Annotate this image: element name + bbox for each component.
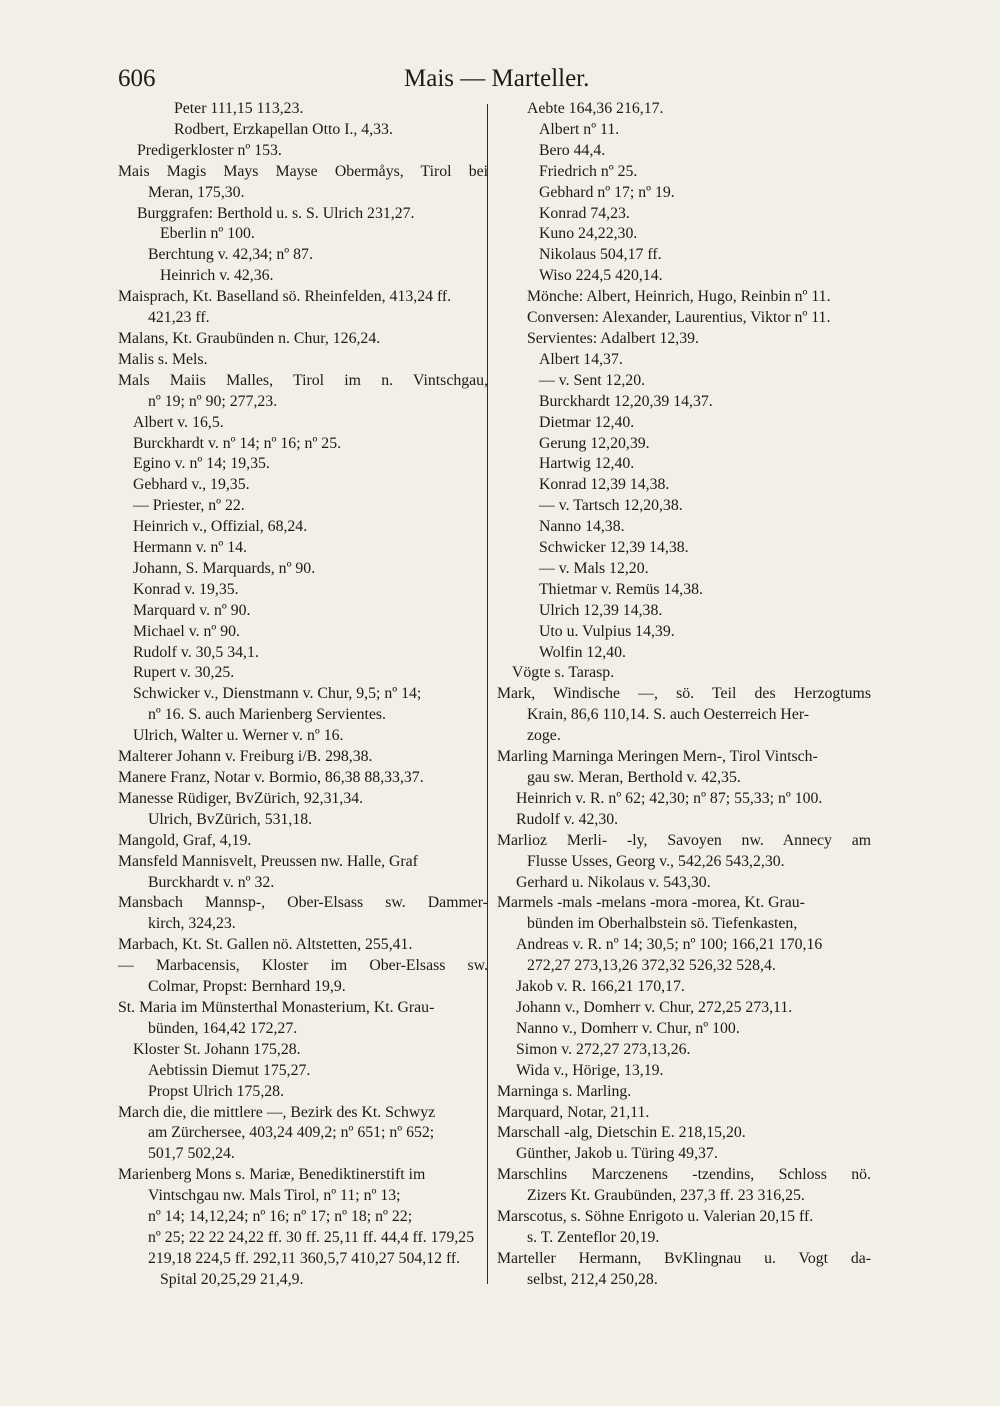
- index-entry-line: Marling Marninga Meringen Mern-, Tirol Vintsch-: [497, 748, 818, 766]
- index-entry-line: Marienberg Mons s. Mariæ, Benediktinerstift im: [118, 1166, 426, 1184]
- index-entry-line: Marschlins Marczenens -tzendins, Schloss nö.: [497, 1166, 871, 1184]
- index-entry-line: nº 16. S. auch Marienberg Servientes.: [148, 706, 386, 724]
- index-entry-line: Michael v. nº 90.: [133, 622, 240, 640]
- index-entry-line: Gerung 12,20,39.: [539, 434, 650, 452]
- index-entry-line: gau sw. Meran, Berthold v. 42,35.: [527, 769, 741, 786]
- left-column: [118, 99, 488, 1291]
- index-entry-line: — v. Tartsch 12,20,38.: [539, 497, 683, 515]
- index-entry-line: Spital 20,25,29 21,4,9.: [160, 1270, 304, 1288]
- index-entry-line: Kuno 24,22,30.: [539, 225, 638, 243]
- index-entry-line: Mals Maiis Malles, Tirol im n. Vintschgau,: [118, 371, 488, 389]
- index-entry-line: Mais Magis Mays Mayse Obermåys, Tirol bei: [118, 162, 488, 180]
- index-entry-line: am Zürchersee, 403,24 409,2; nº 651; nº 652;: [148, 1124, 435, 1142]
- index-entry-line: Konrad 12,39 14,38.: [539, 476, 670, 494]
- index-entry-line: Wiso 224,5 420,14.: [539, 267, 663, 285]
- index-entry-line: Zizers Kt. Graubünden, 237,3 ff. 23 316,25.: [527, 1187, 805, 1205]
- index-entry-line: 272,27 273,13,26 372,32 526,32 528,4.: [527, 957, 776, 975]
- index-entry-line: Burckhardt v. nº 14; nº 16; nº 25.: [133, 434, 342, 452]
- index-entry-line: Mansfeld Mannisvelt, Preussen nw. Halle, Graf: [118, 852, 418, 870]
- index-entry-line: Mansbach Mannsp-, Ober-Elsass sw. Dammer-: [118, 894, 488, 912]
- index-entry-line: Hartwig 12,40.: [539, 455, 635, 473]
- index-entry-line: kirch, 324,23.: [148, 915, 236, 933]
- index-entry-line: Jakob v. R. 166,21 170,17.: [516, 978, 685, 996]
- index-entry-line: Wolfin 12,40.: [539, 643, 626, 661]
- index-entry-line: Meran, 175,30.: [148, 183, 245, 201]
- index-entry-line: Heinrich v. 42,36.: [160, 267, 274, 285]
- index-entry-line: nº 14; 14,12,24; nº 16; nº 17; nº 18; nº 22;: [148, 1208, 413, 1226]
- index-entry-line: Gebhard v., 19,35.: [133, 476, 250, 494]
- index-entry-line: Günther, Jakob u. Türing 49,37.: [516, 1145, 718, 1163]
- index-entry-line: — v. Mals 12,20.: [539, 559, 649, 577]
- index-entry-line: Johann, S. Marquards, nº 90.: [133, 559, 316, 577]
- index-entry-line: Peter 111,15 113,23.: [174, 100, 304, 117]
- index-entry-line: — Marbacensis, Kloster im Ober-Elsass sw.: [118, 957, 488, 975]
- index-entry-line: Rudolf v. 30,5 34,1.: [133, 643, 259, 661]
- index-entry-line: Heinrich v., Offizial, 68,24.: [133, 518, 308, 536]
- column-divider: [487, 104, 488, 1284]
- index-entry-line: Albert nº 11.: [539, 120, 620, 138]
- index-entry-line: Burckhardt 12,20,39 14,37.: [539, 392, 713, 410]
- index-entry-line: Marschall -alg, Dietschin E. 218,15,20.: [497, 1124, 746, 1142]
- index-entry-line: Krain, 86,6 110,14. S. auch Oesterreich Her-: [527, 706, 810, 724]
- index-entry-line: Flusse Usses, Georg v., 542,26 543,2,30.: [527, 852, 785, 870]
- index-entry-line: Burckhardt v. nº 32.: [148, 873, 275, 891]
- index-entry-line: Marninga s. Marling.: [497, 1082, 632, 1100]
- index-entry-line: bünden im Oberhalbstein sö. Tiefenkasten,: [527, 915, 798, 933]
- index-entry-line: Kloster St. Johann 175,28.: [133, 1040, 301, 1058]
- index-entry-line: Hermann v. nº 14.: [133, 539, 247, 557]
- index-entry-line: Rodbert, Erzkapellan Otto I., 4,33.: [174, 120, 393, 138]
- index-entry-line: Malans, Kt. Graubünden n. Chur, 126,24.: [118, 329, 381, 347]
- index-entry-line: selbst, 212,4 250,28.: [527, 1270, 658, 1288]
- index-entry-line: Rupert v. 30,25.: [133, 664, 235, 682]
- index-entry-line: Mangold, Graf, 4,19.: [118, 831, 252, 849]
- index-entry-line: Marteller Hermann, BvKlingnau u. Vogt da-: [497, 1249, 871, 1267]
- right-column: [497, 99, 871, 1291]
- index-entry-line: Schwicker v., Dienstmann v. Chur, 9,5; nº 14;: [133, 685, 422, 703]
- index-entry-line: Wida v., Hörige, 13,19.: [516, 1061, 664, 1079]
- index-entry-line: Ulrich 12,39 14,38.: [539, 601, 663, 619]
- index-entry-line: 421,23 ff.: [148, 309, 210, 327]
- index-entry-line: Propst Ulrich 175,28.: [148, 1082, 285, 1100]
- index-entry-line: Konrad v. 19,35.: [133, 580, 239, 598]
- index-entry-line: Johann v., Domherr v. Chur, 272,25 273,11.: [516, 998, 793, 1016]
- index-entry-line: s. T. Zenteflor 20,19.: [527, 1228, 660, 1246]
- index-entry-line: bünden, 164,42 172,27.: [148, 1019, 298, 1037]
- index-entry-line: Nanno 14,38.: [539, 518, 625, 536]
- running-title: Mais — Marteller.: [404, 65, 590, 92]
- index-entry-line: — Priester, nº 22.: [133, 497, 245, 515]
- index-entry-line: Albert v. 16,5.: [133, 413, 224, 431]
- index-entry-line: Egino v. nº 14; 19,35.: [133, 455, 270, 473]
- index-entry-line: 219,18 224,5 ff. 292,11 360,5,7 410,27 504,12 ff.: [148, 1249, 461, 1267]
- index-entry-line: Simon v. 272,27 273,13,26.: [516, 1040, 691, 1058]
- index-entry-line: Bero 44,4.: [539, 141, 606, 159]
- index-entry-line: Maisprach, Kt. Baselland sö. Rheinfelden, 413,24 ff.: [118, 288, 452, 306]
- index-entry-line: Schwicker 12,39 14,38.: [539, 539, 689, 557]
- index-entry-line: Heinrich v. R. nº 62; 42,30; nº 87; 55,33; nº 100.: [516, 789, 823, 807]
- index-entry-line: Uto u. Vulpius 14,39.: [539, 622, 675, 640]
- index-entry-line: Mönche: Albert, Heinrich, Hugo, Reinbin nº 11.: [527, 288, 831, 306]
- index-entry-line: Marmels -mals -melans -mora -morea, Kt. Grau-: [497, 894, 805, 912]
- index-entry-line: Marquard v. nº 90.: [133, 601, 251, 619]
- index-entry-line: Servientes: Adalbert 12,39.: [527, 329, 699, 347]
- page-number: 606: [118, 65, 156, 92]
- index-entry-line: Nanno v., Domherr v. Chur, nº 100.: [516, 1019, 740, 1037]
- index-entry-line: Marscotus, s. Söhne Enrigoto u. Valerian 20,15 ff.: [497, 1208, 814, 1226]
- index-entry-line: Marlioz Merli- -ly, Savoyen nw. Annecy am: [497, 831, 871, 849]
- index-entry-line: Ulrich, Walter u. Werner v. nº 16.: [133, 727, 344, 745]
- index-entry-line: Manesse Rüdiger, BvZürich, 92,31,34.: [118, 789, 364, 807]
- index-entry-line: nº 19; nº 90; 277,23.: [148, 392, 278, 410]
- index-entry-line: Vögte s. Tarasp.: [512, 664, 615, 682]
- index-entry-line: — v. Sent 12,20.: [539, 371, 646, 389]
- index-entry-line: Colmar, Propst: Bernhard 19,9.: [148, 978, 346, 996]
- index-entry-line: 501,7 502,24.: [148, 1145, 235, 1163]
- index-entry-line: Gerhard u. Nikolaus v. 543,30.: [516, 873, 711, 891]
- index-entry-line: Aebte 164,36 216,17.: [527, 100, 664, 117]
- index-entry-line: Manere Franz, Notar v. Bormio, 86,38 88,33,37.: [118, 769, 424, 786]
- index-entry-line: Vintschgau nw. Mals Tirol, nº 11; nº 13;: [148, 1187, 401, 1205]
- index-entry-line: Friedrich nº 25.: [539, 162, 638, 180]
- index-entry-line: St. Maria im Münsterthal Monasterium, Kt. Grau-: [118, 998, 435, 1016]
- index-entry-line: Aebtissin Diemut 175,27.: [148, 1061, 311, 1079]
- index-entry-line: Conversen: Alexander, Laurentius, Viktor nº 11.: [527, 309, 831, 327]
- index-entry-line: Malterer Johann v. Freiburg i/B. 298,38.: [118, 748, 373, 766]
- index-entry-line: Thietmar v. Remüs 14,38.: [539, 580, 703, 598]
- index-entry-line: Albert 14,37.: [539, 350, 623, 368]
- index-entry-line: nº 25; 22 22 24,22 ff. 30 ff. 25,11 ff. 44,4 ff. 179,25: [148, 1228, 475, 1246]
- index-entry-line: Nikolaus 504,17 ff.: [539, 246, 662, 264]
- index-entry-line: Marbach, Kt. St. Gallen nö. Altstetten, 255,41.: [118, 936, 413, 954]
- index-entry-line: Berchtung v. 42,34; nº 87.: [148, 246, 313, 264]
- index-entry-line: Eberlin nº 100.: [160, 225, 255, 243]
- index-entry-line: Konrad 74,23.: [539, 204, 630, 222]
- index-entry-line: Ulrich, BvZürich, 531,18.: [148, 810, 313, 828]
- index-entry-line: Dietmar 12,40.: [539, 413, 635, 431]
- index-entry-line: March die, die mittlere —, Bezirk des Kt. Schwyz: [118, 1103, 436, 1121]
- index-entry-line: Andreas v. R. nº 14; 30,5; nº 100; 166,21 170,16: [516, 936, 823, 954]
- index-entry-line: Malis s. Mels.: [118, 350, 208, 368]
- index-entry-line: Gebhard nº 17; nº 19.: [539, 183, 675, 201]
- index-entry-line: Rudolf v. 42,30.: [516, 810, 619, 828]
- index-entry-line: Mark, Windische —, sö. Teil des Herzogtums: [497, 685, 871, 703]
- index-entry-line: Burggrafen: Berthold u. s. S. Ulrich 231,27.: [137, 204, 415, 222]
- index-entry-line: Predigerkloster nº 153.: [137, 141, 282, 159]
- index-entry-line: Marquard, Notar, 21,11.: [497, 1103, 650, 1121]
- index-entry-line: zoge.: [527, 727, 561, 745]
